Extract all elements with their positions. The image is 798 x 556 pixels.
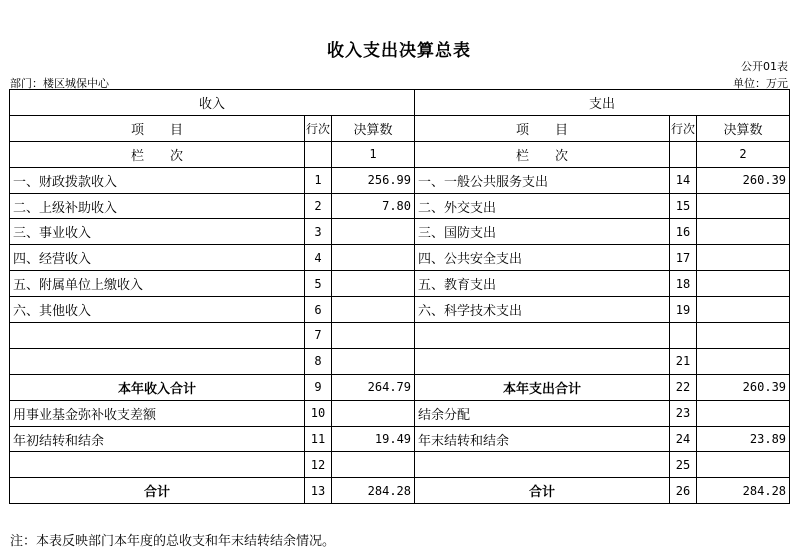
income-amount [332, 348, 415, 374]
expense-amount: 260.39 [697, 167, 790, 193]
income-row-no: 6 [305, 297, 332, 323]
expense-item: 四、公共安全支出 [415, 245, 670, 271]
table-row [10, 245, 790, 271]
empty-cell [415, 452, 670, 478]
table-row [10, 219, 790, 245]
expense-total-amount: 260.39 [697, 374, 790, 400]
expense-row-no: 17 [670, 245, 697, 271]
income-item: 六、其他收入 [10, 297, 305, 323]
income-item: 二、上级补助收入 [10, 193, 305, 219]
expense-item [415, 323, 670, 349]
expense-total-label: 本年支出合计 [415, 374, 670, 400]
income-amount [332, 297, 415, 323]
empty-cell [10, 452, 305, 478]
expense-row-no: 15 [670, 193, 697, 219]
income-row-no: 2 [305, 193, 332, 219]
income-amount [332, 245, 415, 271]
expense-amount-header: 决算数 [697, 115, 790, 141]
table-row [10, 193, 790, 219]
surplus-alloc-amount [697, 400, 790, 426]
end-balance-amount: 23.89 [697, 426, 790, 452]
income-column-no: 1 [332, 141, 415, 167]
blank-income-row-no: 12 [305, 452, 332, 478]
table-row [10, 271, 790, 297]
income-amount [332, 219, 415, 245]
income-item: 四、经营收入 [10, 245, 305, 271]
income-amount: 256.99 [332, 167, 415, 193]
income-row-no: 5 [305, 271, 332, 297]
surplus-alloc-label: 结余分配 [415, 400, 670, 426]
empty-cell [697, 452, 790, 478]
empty-cell [670, 141, 697, 167]
income-row-no: 7 [305, 323, 332, 349]
end-balance-label: 年末结转和结余 [415, 426, 670, 452]
income-row-no: 3 [305, 219, 332, 245]
expense-amount [697, 219, 790, 245]
expense-rowno-header: 行次 [670, 115, 697, 141]
expense-amount [697, 271, 790, 297]
department-label: 部门：楼区城保中心 [10, 77, 109, 90]
income-rowno-header: 行次 [305, 115, 332, 141]
blank-expense-row-no: 25 [670, 452, 697, 478]
expense-total-row-no: 22 [670, 374, 697, 400]
expense-amount [697, 193, 790, 219]
table-row [10, 323, 790, 349]
expense-row-no: 21 [670, 348, 697, 374]
income-expense-table [9, 89, 790, 504]
expense-item: 三、国防支出 [415, 219, 670, 245]
income-item-header: 项 目 [10, 115, 305, 141]
expense-group-header: 支出 [415, 90, 790, 116]
table-row [10, 452, 790, 478]
fund-gap-label: 用事业基金弥补收支差额 [10, 400, 305, 426]
grand-income-label: 合计 [10, 478, 305, 504]
income-item [10, 323, 305, 349]
page-title: 收入支出决算总表 [327, 41, 471, 61]
fund-gap-row-no: 10 [305, 400, 332, 426]
surplus-alloc-row-no: 23 [670, 400, 697, 426]
expense-row-no: 19 [670, 297, 697, 323]
income-total-label: 本年收入合计 [10, 374, 305, 400]
group-header-row [10, 90, 790, 116]
income-group-header: 收入 [10, 90, 415, 116]
income-amount-header: 决算数 [332, 115, 415, 141]
expense-column-no: 2 [697, 141, 790, 167]
column-number-row [10, 141, 790, 167]
fund-gap-amount [332, 400, 415, 426]
table-row [10, 167, 790, 193]
grand-income-amount: 284.28 [332, 478, 415, 504]
expense-item: 二、外交支出 [415, 193, 670, 219]
grand-expense-row-no: 26 [670, 478, 697, 504]
table-row [10, 400, 790, 426]
grand-income-row-no: 13 [305, 478, 332, 504]
expense-item: 一、一般公共服务支出 [415, 167, 670, 193]
unit-label: 单位：万元 [733, 77, 788, 90]
grand-total-row [10, 478, 790, 504]
income-column-label: 栏 次 [10, 141, 305, 167]
annual-total-row [10, 374, 790, 400]
expense-row-no [670, 323, 697, 349]
expense-row-no: 18 [670, 271, 697, 297]
expense-column-label: 栏 次 [415, 141, 670, 167]
table-row [10, 348, 790, 374]
income-item: 五、附属单位上缴收入 [10, 271, 305, 297]
expense-item: 五、教育支出 [415, 271, 670, 297]
expense-item: 六、科学技术支出 [415, 297, 670, 323]
expense-row-no: 16 [670, 219, 697, 245]
table-row [10, 297, 790, 323]
income-row-no: 4 [305, 245, 332, 271]
income-item [10, 348, 305, 374]
expense-item [415, 348, 670, 374]
income-amount [332, 323, 415, 349]
table-row [10, 426, 790, 452]
income-amount [332, 271, 415, 297]
footnote: 注：本表反映部门本年度的总收支和年末结转结余情况。 [10, 534, 336, 549]
income-total-amount: 264.79 [332, 374, 415, 400]
expense-amount [697, 297, 790, 323]
expense-row-no: 14 [670, 167, 697, 193]
begin-balance-row-no: 11 [305, 426, 332, 452]
form-code: 公开01表 [741, 60, 788, 73]
income-row-no: 8 [305, 348, 332, 374]
expense-item-header: 项 目 [415, 115, 670, 141]
begin-balance-label: 年初结转和结余 [10, 426, 305, 452]
empty-cell [332, 452, 415, 478]
grand-expense-amount: 284.28 [697, 478, 790, 504]
income-row-no: 1 [305, 167, 332, 193]
grand-expense-label: 合计 [415, 478, 670, 504]
expense-amount [697, 323, 790, 349]
begin-balance-amount: 19.49 [332, 426, 415, 452]
expense-amount [697, 245, 790, 271]
empty-cell [305, 141, 332, 167]
income-total-row-no: 9 [305, 374, 332, 400]
end-balance-row-no: 24 [670, 426, 697, 452]
expense-amount [697, 348, 790, 374]
income-amount: 7.80 [332, 193, 415, 219]
column-header-row [10, 115, 790, 141]
income-item: 三、事业收入 [10, 219, 305, 245]
income-item: 一、财政拨款收入 [10, 167, 305, 193]
